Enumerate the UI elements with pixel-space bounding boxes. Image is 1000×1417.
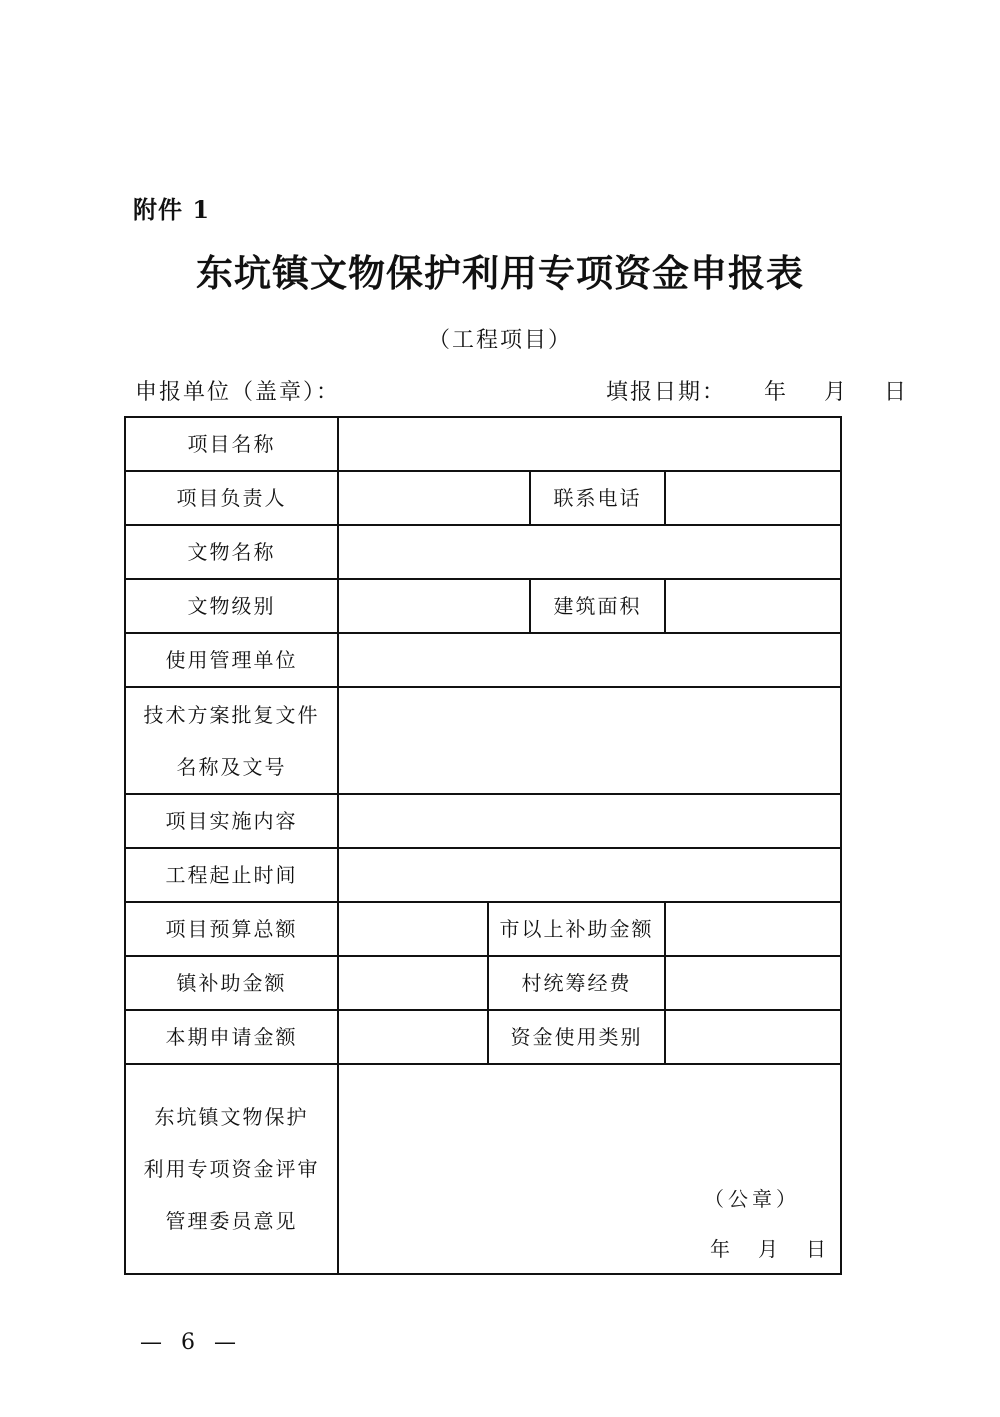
duration-field[interactable]: [338, 848, 841, 902]
building-area-label: 建筑面积: [530, 579, 665, 633]
tech-plan-field[interactable]: [338, 687, 841, 794]
building-area-field[interactable]: [665, 579, 841, 633]
tech-plan-label: [125, 687, 338, 794]
management-unit-label: 使用管理单位: [125, 633, 338, 687]
relic-level-field[interactable]: [338, 579, 530, 633]
attachment-label: 附件 1: [133, 195, 211, 224]
fill-date-year: 年: [764, 380, 789, 405]
implementation-label: 项目实施内容: [125, 794, 338, 848]
implementation-field[interactable]: [338, 794, 841, 848]
applicant-label: 申报单位（盖章）：: [135, 380, 341, 405]
page-number: — 6 —: [140, 1330, 242, 1355]
budget-total-field[interactable]: [338, 902, 488, 956]
contact-phone-field[interactable]: [665, 471, 841, 525]
review-date-day: 日: [806, 1237, 828, 1261]
fill-date-day: 日: [884, 380, 909, 405]
review-label-line1: 东坑镇文物保护: [154, 1105, 309, 1129]
contact-phone-label: 联系电话: [530, 471, 665, 525]
subsidy-city-field[interactable]: [665, 902, 841, 956]
review-label-line3: 管理委员意见: [165, 1209, 298, 1233]
relic-name-field[interactable]: [338, 525, 841, 579]
subsidy-city-label: 市以上补助金额: [488, 902, 665, 956]
official-seal-label: （公章）: [704, 1187, 800, 1211]
review-opinion-field[interactable]: [338, 1064, 841, 1274]
form-title: 东坑镇文物保护利用专项资金申报表: [196, 251, 804, 295]
fill-date: [606, 375, 908, 406]
subsidy-town-label: 镇补助金额: [125, 956, 338, 1010]
relic-name-label: 文物名称: [125, 525, 338, 579]
review-date-year: 年: [710, 1237, 732, 1261]
subsidy-town-field[interactable]: [338, 956, 488, 1010]
project-leader-label: 项目负责人: [125, 471, 338, 525]
review-opinion-label: [125, 1064, 338, 1274]
application-form-table: [124, 416, 842, 1275]
project-name-field[interactable]: [338, 417, 841, 471]
project-name-label: 项目名称: [125, 417, 338, 471]
fill-date-month: 月: [824, 380, 849, 405]
fund-category-field[interactable]: [665, 1010, 841, 1064]
apply-amount-field[interactable]: [338, 1010, 488, 1064]
form-subtitle: （工程项目）: [427, 328, 572, 353]
apply-amount-label: 本期申请金额: [125, 1010, 338, 1064]
tech-plan-label-line1: 技术方案批复文件: [143, 702, 320, 727]
village-funds-field[interactable]: [665, 956, 841, 1010]
budget-total-label: 项目预算总额: [125, 902, 338, 956]
relic-level-label: 文物级别: [125, 579, 338, 633]
fund-category-label: 资金使用类别: [488, 1010, 665, 1064]
review-date-month: 月: [758, 1237, 780, 1261]
duration-label: 工程起止时间: [125, 848, 338, 902]
project-leader-field[interactable]: [338, 471, 530, 525]
management-unit-field[interactable]: [338, 633, 841, 687]
review-date: [710, 1233, 828, 1262]
review-label-line2: 利用专项资金评审: [143, 1157, 320, 1181]
tech-plan-label-line2: 名称及文号: [176, 754, 287, 779]
village-funds-label: 村统筹经费: [488, 956, 665, 1010]
fill-date-label: 填报日期：: [606, 380, 727, 405]
